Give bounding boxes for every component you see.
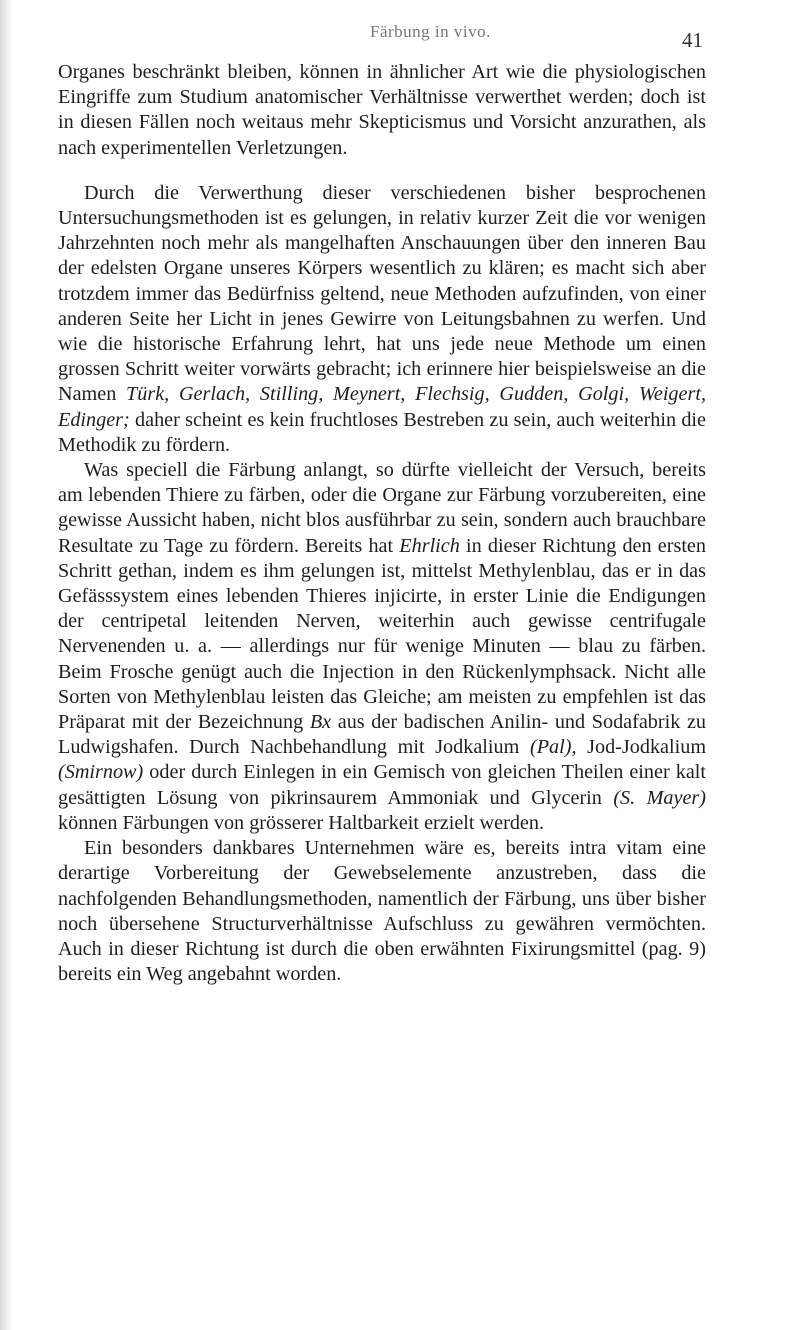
paragraph-3: [58, 458, 706, 836]
running-head: [0, 22, 800, 52]
paragraph-3-text-a: Was speciell die Färbung anlangt, so dürfte vielleicht der Versuch, bereits am lebenden Thiere zu färben, oder die Organe zur Färbung vorzubereiten, eine gewisse Aussicht haben, nicht blos ausführbar zu sein, sondern auch brauchbare Resultate zu Tage zu fördern. Bereits hat: [58, 459, 706, 557]
paragraph-3-text-c: aus der badischen Anilin- und Sodafabrik zu Ludwigshafen. Durch Nachbehandlung mit Jodkalium: [58, 711, 706, 759]
paragraph-2-text-a: Durch die Verwerthung dieser verschiedenen bisher besprochenen Untersuchungsmethoden ist es gelungen, in relativ kurzer Zeit die vor wenigen Jahrzehnten noch mehr als mangelhaften Anschauungen über den inneren Bau der edelsten Organe unseres Körpers wesentlich zu klären; es macht sich aber trotzdem immer das Bedürfniss geltend, neue Methoden aufzufinden, von einer anderen Seite her Licht in jenes Gewirre von Leitungsbahnen zu werfen. Und wie die historische Erfahrung lehrt, hat uns jede neue Methode um einen grossen Schritt weiter vorwärts gebracht; ich erinnere hier beispielsweise an die Namen: [58, 181, 706, 406]
author-pal: (Pal),: [529, 736, 577, 759]
author-names: Türk, Gerlach, Stilling, Meynert, Flechsig, Gudden, Golgi, Weigert, Edinger;: [58, 383, 706, 431]
author-ehrlich: Ehrlich: [399, 534, 460, 557]
paragraph-3-text-d: Jod-Jodkalium: [587, 736, 707, 759]
page-number: 41: [682, 28, 703, 52]
paragraph-3-text-f: können Färbungen von grösserer Haltbarkeit erzielt werden.: [58, 811, 545, 834]
paragraph-3-text-e: oder durch Einlegen in ein Gemisch von gleichen Theilen einer kalt gesättigten Lösung von pikrinsaurem Ammoniak und Glycerin: [58, 761, 707, 809]
paragraph-3-text-b: in dieser Richtung den ersten Schritt gethan, indem es ihm gelungen ist, mittelst Methylenblau, das er in das Gefässsystem eines lebenden Thieres injicirte, in erster Linie die Endigungen der centripetal leitenden Nerven, weiterhin auch gewisse centrifugale Nervenenden u. a. — allerdings nur für wenige Minuten — blau zu färben. Beim Frosche genügt auch die Injection in den Rückenlymphsack. Nicht alle Sorten von Methylenblau leisten das Gleiche; am meisten zu empfehlen ist das Präparat mit der Bezeichnung: [58, 534, 706, 734]
paragraph-2: [58, 181, 706, 458]
scan-shadow-edge: [0, 0, 14, 1330]
designation-bx: Bx: [309, 711, 332, 734]
paragraph-1: Organes beschränkt bleiben, können in ähnlicher Art wie die physiologischen Eingriffe zum Studium anatomischer Verhältnisse verwerthet werden; doch ist in diesen Fällen noch weitaus mehr Skepticismus und Vorsicht anzurathen, als nach experimentellen Verletzungen.: [58, 61, 706, 159]
running-title: Färbung in vivo.: [370, 22, 491, 41]
author-mayer: (S. Mayer): [613, 786, 706, 809]
body-text: [58, 60, 706, 987]
paragraph-2-text-b: daher scheint es kein fruchtloses Bestreben zu sein, auch weiterhin die Methodik zu fördern.: [58, 408, 706, 456]
author-smirnow: (Smirnow): [58, 761, 144, 784]
paragraph-4: Ein besonders dankbares Unternehmen wäre es, bereits intra vitam eine derartige Vorbereitung der Gewebselemente anzustreben, dass die nachfolgenden Behandlungsmethoden, namentlich der Färbung, uns über bisher noch übersehene Structurverhältnisse Aufschluss zu gewähren vermöchten. Auch in dieser Richtung ist durch die oben erwähnten Fixirungsmittel (pag. 9) bereits ein Weg angebahnt worden.: [58, 837, 706, 986]
